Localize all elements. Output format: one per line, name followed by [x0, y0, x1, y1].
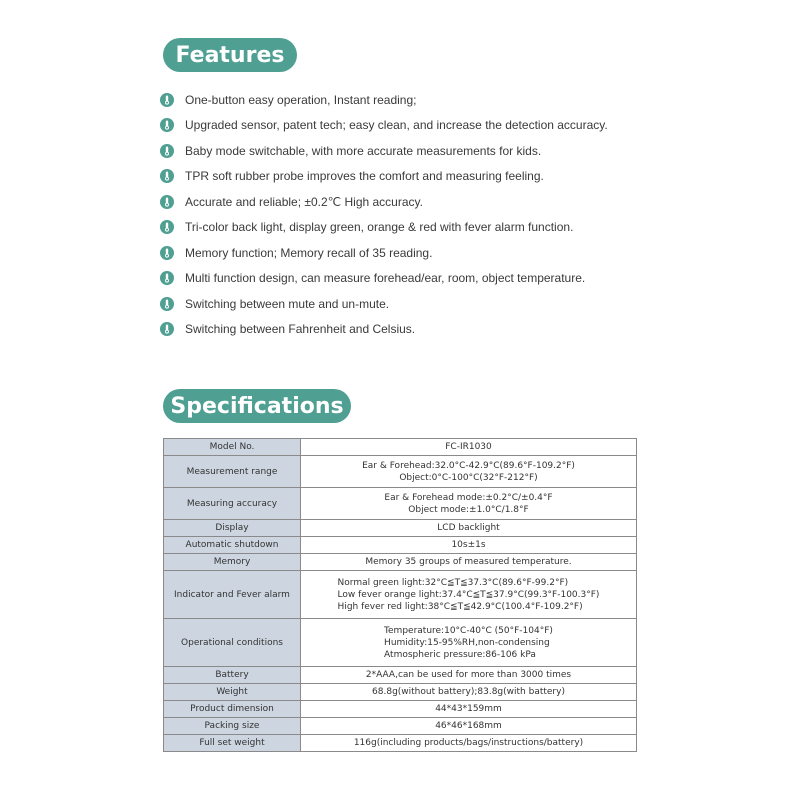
spec-value-line: 44*43*159mm: [435, 704, 502, 714]
spec-row: [164, 520, 637, 537]
feature-item: [160, 317, 660, 343]
feature-text: Multi function design, can measure forehead/ear, room, object temperature.: [185, 271, 586, 286]
feature-text: Baby mode switchable, with more accurate measurements for kids.: [185, 143, 542, 158]
spec-value-line: Low fever orange light:37.4°C≦T≦37.9°C(99.3°F-100.3°F): [337, 589, 600, 600]
spec-value-line: Ear & Forehead:32.0°C-42.9°C(89.6°F-109.2°F): [362, 460, 575, 471]
feature-text: One-button easy operation, Instant reading;: [185, 92, 417, 107]
thermometer-icon: [160, 297, 174, 311]
feature-text: Switching between mute and un-mute.: [185, 296, 390, 311]
feature-item: [160, 138, 660, 164]
spec-value-line: 116g(including products/bags/instructions/battery): [353, 738, 584, 748]
spec-value: [301, 718, 637, 735]
spec-value: [301, 684, 637, 701]
feature-item: [160, 266, 660, 292]
spec-value: [301, 439, 637, 456]
spec-value-line: 2*AAA,can be used for more than 3000 times: [365, 670, 572, 680]
spec-row: [164, 684, 637, 701]
spec-row: [164, 456, 637, 488]
feature-text: Memory function; Memory recall of 35 reading.: [185, 245, 433, 260]
spec-row: [164, 554, 637, 571]
spec-value-line: Atmospheric pressure:86-106 kPa: [384, 649, 536, 660]
spec-value: [301, 667, 637, 684]
spec-value: [301, 701, 637, 718]
spec-value-line: Memory 35 groups of measured temperature.: [365, 557, 572, 567]
feature-text: Tri-color back light, display green, orange & red with fever alarm function.: [185, 220, 574, 235]
spec-row: [164, 537, 637, 554]
spec-value-line: FC-IR1030: [445, 442, 492, 452]
feature-text: Switching between Fahrenheit and Celsius.: [185, 322, 416, 337]
spec-value-line: LCD backlight: [437, 523, 500, 533]
thermometer-icon: [160, 144, 174, 158]
spec-value: [301, 619, 637, 667]
feature-item: [160, 215, 660, 241]
spec-row: [164, 619, 637, 667]
spec-label: Battery: [164, 667, 301, 684]
spec-value: [301, 456, 637, 488]
spec-row: [164, 439, 637, 456]
spec-label: Automatic shutdown: [164, 537, 301, 554]
feature-item: [160, 164, 660, 190]
spec-label: Model No.: [164, 439, 301, 456]
spec-value: [301, 488, 637, 520]
spec-value-line: Object:0°C-100°C(32°F-212°F): [399, 472, 538, 483]
spec-value-line: Object mode:±1.0°C/1.8°F: [408, 504, 529, 515]
spec-value-line: Ear & Forehead mode:±0.2°C/±0.4°F: [384, 492, 553, 503]
spec-value: [301, 571, 637, 619]
spec-row: [164, 735, 637, 752]
spec-label: Display: [164, 520, 301, 537]
specifications-heading: Specifications: [163, 389, 351, 423]
spec-label: Measurement range: [164, 456, 301, 488]
spec-value: [301, 520, 637, 537]
spec-value: [301, 537, 637, 554]
thermometer-icon: [160, 195, 174, 209]
spec-row: [164, 667, 637, 684]
spec-value-line: 10s±1s: [451, 540, 486, 550]
spec-value: [301, 554, 637, 571]
spec-row: [164, 571, 637, 619]
specifications-table: [163, 438, 637, 752]
spec-label: Weight: [164, 684, 301, 701]
spec-row: [164, 488, 637, 520]
thermometer-icon: [160, 93, 174, 107]
spec-value-line: Normal green light:32°C≦T≦37.3°C(89.6°F-99.2°F): [337, 577, 569, 588]
spec-row: [164, 718, 637, 735]
spec-value-line: Humidity:15-95%RH,non-condensing: [384, 637, 550, 648]
spec-value-line: 68.8g(without battery);83.8g(with battery): [372, 687, 565, 697]
feature-text: TPR soft rubber probe improves the comfort and measuring feeling.: [185, 169, 544, 184]
feature-text: Upgraded sensor, patent tech; easy clean, and increase the detection accuracy.: [185, 118, 608, 133]
feature-text: Accurate and reliable; ±0.2℃ High accuracy.: [185, 194, 423, 209]
spec-value-line: 46*46*168mm: [435, 721, 502, 731]
feature-item: [160, 291, 660, 317]
features-heading: Features: [163, 38, 297, 72]
spec-value: [301, 735, 637, 752]
spec-label: Memory: [164, 554, 301, 571]
thermometer-icon: [160, 246, 174, 260]
feature-item: [160, 189, 660, 215]
thermometer-icon: [160, 220, 174, 234]
features-list: [160, 87, 660, 342]
spec-label: Full set weight: [164, 735, 301, 752]
feature-item: [160, 240, 660, 266]
thermometer-icon: [160, 118, 174, 132]
spec-label: Indicator and Fever alarm: [164, 571, 301, 619]
spec-label: Operational conditions: [164, 619, 301, 667]
spec-row: [164, 701, 637, 718]
spec-label: Measuring accuracy: [164, 488, 301, 520]
thermometer-icon: [160, 322, 174, 336]
thermometer-icon: [160, 271, 174, 285]
thermometer-icon: [160, 169, 174, 183]
feature-item: [160, 113, 660, 139]
spec-label: Packing size: [164, 718, 301, 735]
spec-value-line: High fever red light:38°C≦T≦42.9°C(100.4°F-109.2°F): [337, 601, 583, 612]
spec-label: Product dimension: [164, 701, 301, 718]
spec-value-line: Temperature:10°C-40°C (50°F-104°F): [384, 625, 553, 636]
feature-item: [160, 87, 660, 113]
